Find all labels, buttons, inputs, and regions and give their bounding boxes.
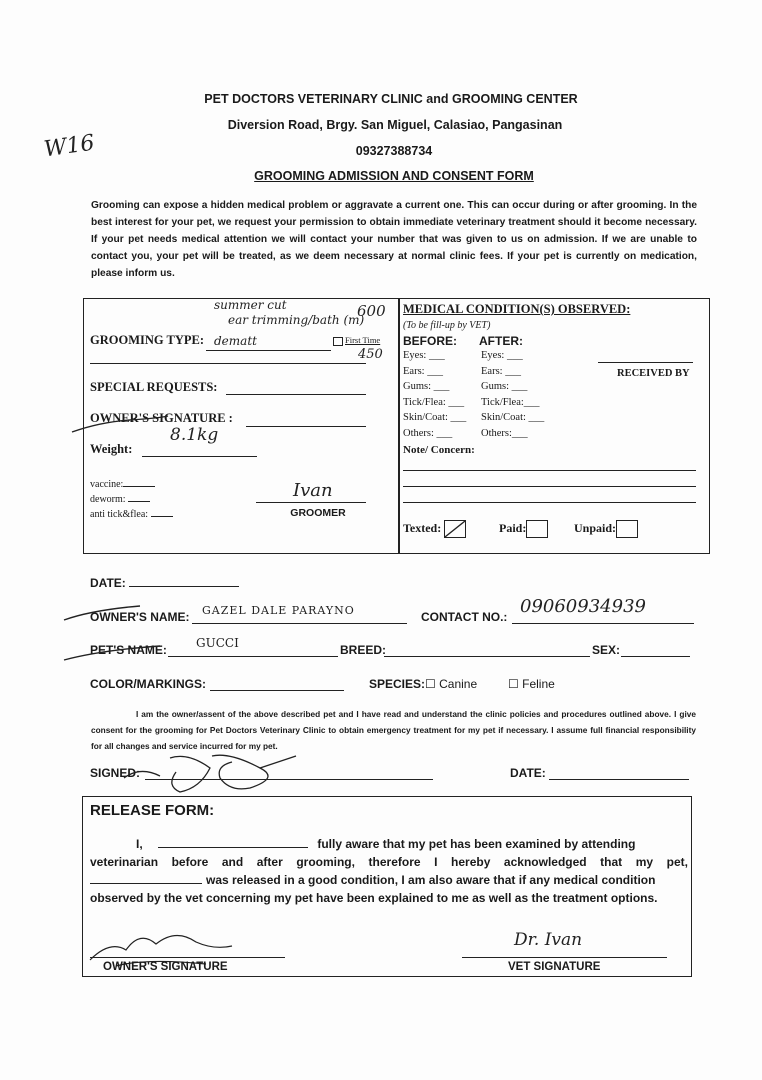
canine-checkbox-icon[interactable]: ☐: [425, 677, 436, 691]
date2-line[interactable]: [549, 779, 689, 780]
medical-row: [403, 397, 559, 413]
vet-sig-line[interactable]: [462, 957, 667, 958]
unpaid-label: Unpaid:: [574, 520, 617, 535]
grooming-type-value-1: summer cut: [214, 298, 287, 312]
medical-row: [403, 428, 559, 444]
grooming-price-2: 450: [358, 347, 383, 362]
medical-row: [403, 366, 559, 382]
note-line-1[interactable]: [403, 470, 696, 471]
texted-box[interactable]: [444, 520, 466, 538]
signed-label: SIGNED:: [90, 766, 141, 780]
medical-title: MEDICAL CONDITION(S) OBSERVED:: [403, 302, 631, 316]
contact-label: CONTACT NO.:: [421, 610, 508, 624]
box-divider: [398, 299, 400, 554]
received-by-label: RECEIVED BY: [617, 368, 690, 379]
after-label: AFTER:: [479, 334, 523, 348]
consent-text: I am the owner/assent of the above described pet and I have read and understand the clinic policies and procedures outlined above. I give consent for the grooming for Pet Doctors Veterinary Clinic to obtain emergency treatment for my pet if necessary. I assume full financial responsibility for all changes and service incurred for my pet.: [91, 709, 696, 751]
before-label: BEFORE:: [403, 334, 457, 348]
note-line-3[interactable]: [403, 502, 696, 503]
form-title: GROOMING ADMISSION AND CONSENT FORM: [254, 169, 534, 183]
first-time-label: First Time: [345, 335, 381, 345]
special-requests-label: SPECIAL REQUESTS:: [90, 380, 218, 394]
owner-signature-line[interactable]: [246, 426, 366, 427]
owner-name-strike: [62, 602, 142, 622]
medical-row: [403, 350, 559, 366]
owner-signature-drawing: [120, 748, 300, 798]
tick-before[interactable]: Tick/Flea: ___: [403, 396, 465, 408]
medical-rows: [403, 350, 559, 443]
paid-box[interactable]: [526, 520, 548, 538]
texted-checkbox[interactable]: [403, 520, 466, 538]
color-line[interactable]: [210, 690, 344, 691]
skin-before[interactable]: Skin/Coat: ___: [403, 412, 467, 423]
release-owner-sig-label: OWNER'S SIGNATURE: [103, 961, 228, 973]
paid-checkbox[interactable]: [499, 520, 548, 538]
deworm-label: deworm:: [90, 494, 150, 505]
weight-line[interactable]: [142, 456, 257, 457]
vet-sig-label: VET SIGNATURE: [508, 961, 601, 973]
first-time-box[interactable]: [333, 337, 343, 346]
clinic-phone: 09327388734: [355, 144, 433, 158]
note-line-2[interactable]: [403, 486, 696, 487]
clinic-address: Diversion Road, Brgy. San Miguel, Calasiao, Pangasinan: [227, 118, 563, 132]
date2-label: DATE:: [510, 766, 546, 780]
owner-name-value: GAZEL DALE PARAYNO: [202, 604, 355, 617]
margin-note: W16: [42, 130, 97, 163]
contact-value: 09060934939: [520, 596, 646, 617]
others-before[interactable]: Others: ___: [403, 427, 453, 439]
species-feline-option[interactable]: ☐ Feline: [508, 677, 555, 691]
release-title: RELEASE FORM:: [90, 802, 215, 819]
owner-name-label: OWNER'S NAME:: [90, 610, 190, 624]
clinic-name: PET DOCTORS VETERINARY CLINIC and GROOMING CENTER: [204, 92, 578, 106]
ears-before[interactable]: Ears: ___: [403, 365, 443, 377]
paid-label: Paid:: [499, 520, 527, 535]
release-p2: veterinarian before and after grooming, therefore I hereby acknowledged that my pet,: [90, 855, 688, 869]
first-time-checkbox[interactable]: [333, 335, 380, 346]
medical-row: [403, 381, 559, 397]
unpaid-checkbox[interactable]: [574, 520, 638, 538]
vet-signature: Dr. Ivan: [514, 930, 583, 950]
grooming-price-1: 600: [357, 302, 386, 320]
groomer-line: [256, 502, 366, 503]
skin-after[interactable]: Skin/Coat: ___: [481, 412, 545, 423]
vaccine-label: vaccine:: [90, 479, 155, 490]
sex-label: SEX:: [592, 643, 621, 657]
release-p4: observed by the vet concerning my pet have been explained to me as well as the treatment options.: [90, 891, 658, 905]
gums-before[interactable]: Gums: ___: [403, 381, 450, 392]
ears-after[interactable]: Ears: ___: [481, 365, 521, 377]
intro-paragraph: Grooming can expose a hidden medical problem or aggravate a current one. This can occur during or after grooming. In the best interest for your pet, we request your permission to obtain immediate veterinary treatment should it become necessary. If your pet needs medical attention we will contact your number that was given to us on admission. If we are unable to contact you, your pet will be treated, as we deem necessary at normal clinic fees. If your pet is currently on medication, please inform us.: [91, 200, 697, 279]
contact-line[interactable]: [512, 623, 694, 624]
grooming-type-label: GROOMING TYPE:: [90, 333, 205, 347]
species-label: SPECIES:: [369, 677, 426, 691]
special-requests-line[interactable]: [226, 394, 366, 395]
received-by-line[interactable]: [598, 362, 693, 363]
release-box-bottom: [82, 976, 692, 977]
medical-subtitle: (To be fill-up by VET): [403, 320, 491, 331]
others-after[interactable]: Others:___: [481, 427, 528, 439]
pet-name-value: GUCCI: [196, 636, 239, 650]
medical-row: [403, 412, 559, 428]
grooming-type-line: [206, 350, 331, 351]
gums-after[interactable]: Gums: ___: [481, 381, 528, 392]
tick-after[interactable]: Tick/Flea:___: [481, 396, 540, 408]
weight-value: 8.1kg: [170, 425, 219, 445]
unpaid-box[interactable]: [616, 520, 638, 538]
pet-name-strike: [62, 640, 162, 662]
species-canine-option[interactable]: ☐ Canine: [425, 677, 478, 691]
owner-name-line[interactable]: [192, 623, 407, 624]
release-p1: I, fully aware that my pet has been examined by attending: [136, 837, 636, 851]
groomer-name: Ivan: [293, 480, 333, 501]
color-label: COLOR/MARKINGS:: [90, 677, 206, 691]
anti-tick-label: anti tick&flea:: [90, 509, 173, 520]
grooming-type-value-2: ear trimming/bath (m): [228, 313, 365, 327]
breed-line[interactable]: [384, 656, 590, 657]
owner-signature-label: OWNER'S SIGNATURE :: [90, 411, 233, 425]
weight-label: Weight:: [90, 442, 133, 456]
owner-signature-scribble: [70, 408, 170, 438]
groomer-label: GROOMER: [290, 507, 346, 519]
pet-name-label: PET'S NAME:: [90, 643, 167, 657]
texted-label: Texted:: [403, 520, 442, 535]
grooming-type-value-3: dematt: [214, 334, 257, 348]
eyes-after[interactable]: Eyes: ___: [481, 350, 523, 361]
grooming-type-line-2: [90, 363, 366, 364]
note-label: Note/ Concern:: [403, 444, 475, 456]
breed-label: BREED:: [340, 643, 387, 657]
sex-line[interactable]: [621, 656, 690, 657]
feline-checkbox-icon[interactable]: ☐: [508, 677, 519, 691]
check-mark-icon: [445, 521, 465, 537]
release-p3: was released in a good condition, I am also aware that if any medical condition: [90, 873, 688, 887]
date-label: DATE:: [90, 576, 239, 590]
eyes-before[interactable]: Eyes: ___: [403, 350, 445, 361]
pet-name-line[interactable]: [168, 656, 338, 657]
owner-sig-line[interactable]: [90, 957, 285, 958]
